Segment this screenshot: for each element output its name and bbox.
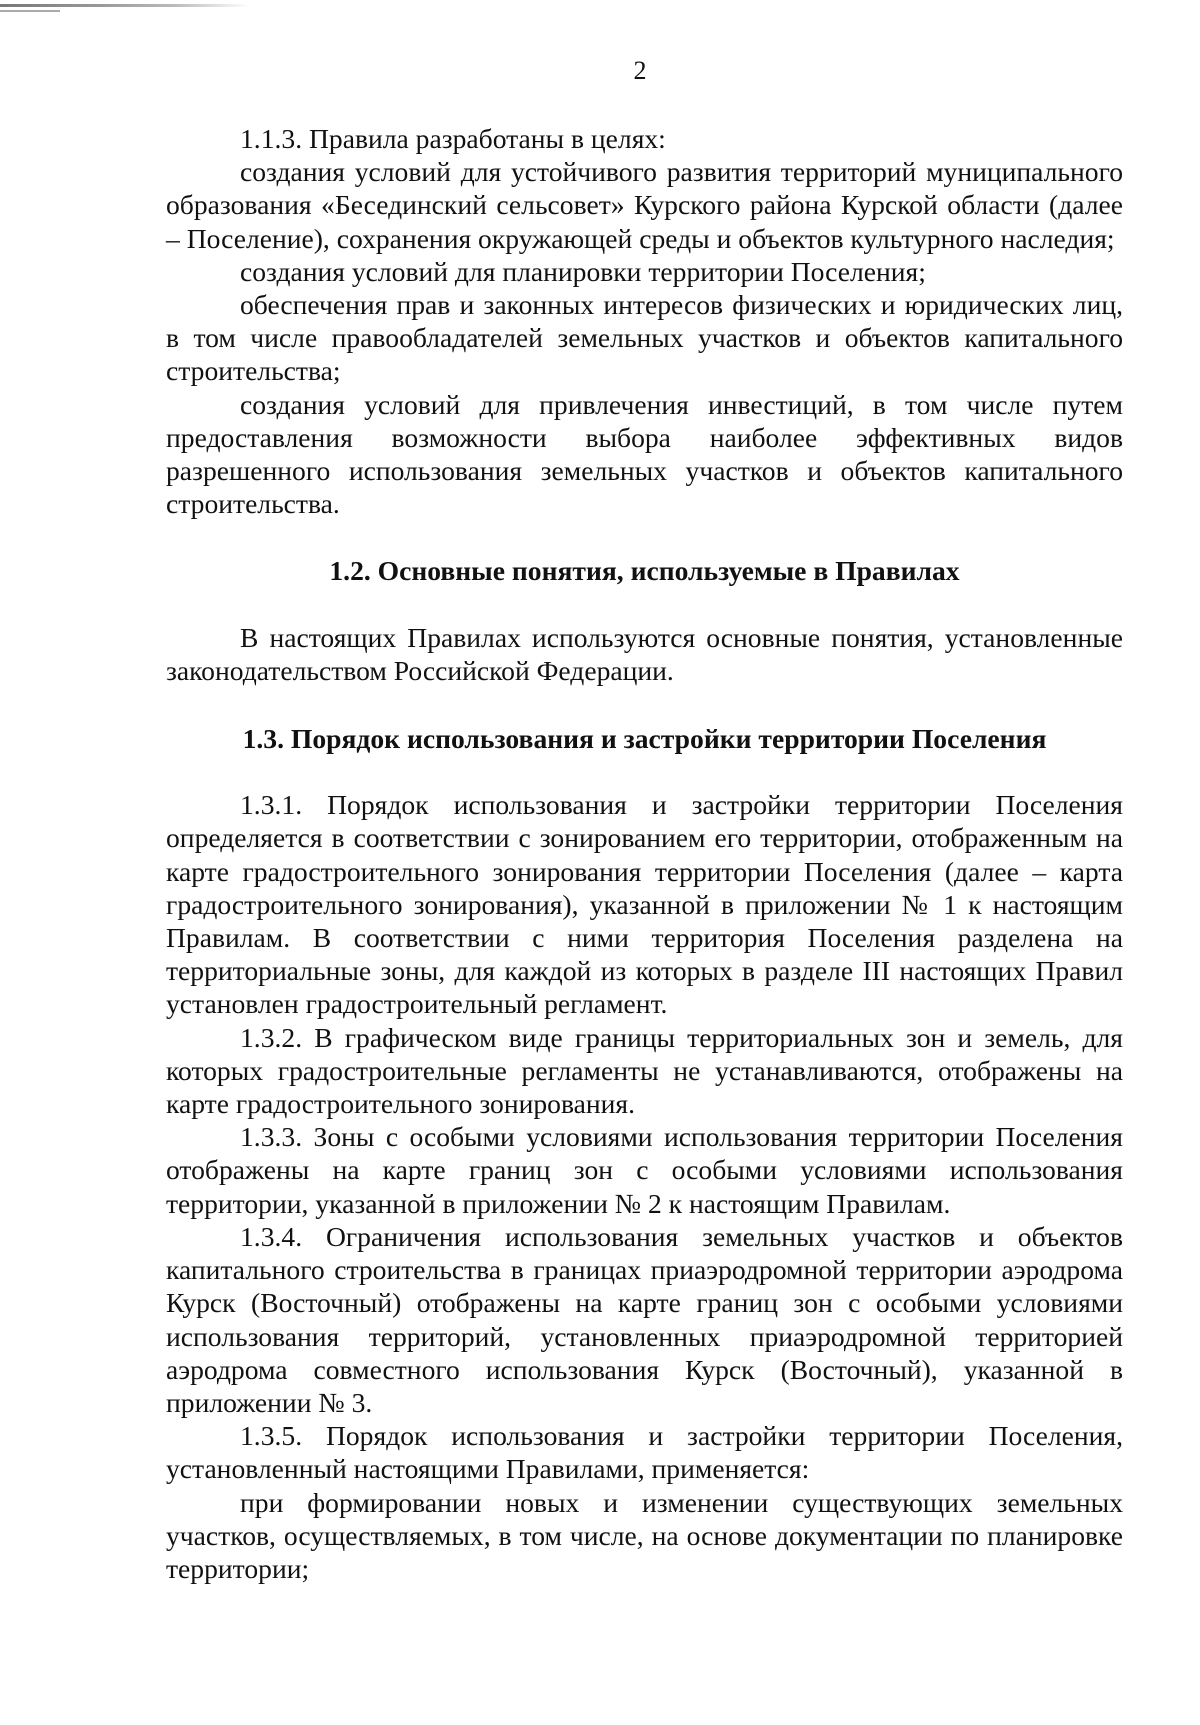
paragraph-1-3-5: 1.3.5. Порядок использования и застройки территории Поселения, установленный настоящими Правилами, применяется: — [166, 1420, 1123, 1485]
document-body — [166, 122, 1123, 1585]
list-item: создания условий для привлечения инвестиций, в том числе путем предоставления возможности выбора наиболее эффективных видов разрешенного использования земельных участков и объектов капитального строительства. — [166, 388, 1123, 520]
list-item: создания условий для устойчивого развития территорий муниципального образования «Бесединский сельсовет» Курского района Курской области (далее – Поселение), сохранения окружающей среды и объектов культурного наследия; — [166, 156, 1123, 254]
section-heading-1-3: 1.3. Порядок использования и застройки территории Поселения — [242, 723, 1047, 755]
spacer — [166, 520, 1123, 554]
paragraph-1-3-2: 1.3.2. В графическом виде границы территориальных зон и земель, для которых градостроительные регламенты не устанавливаются, отображены на карте градостроительного зонирования. — [166, 1021, 1123, 1120]
paragraph-1-2-text: В настоящих Правилах используются основные понятия, установленные законодательством Российской Федерации. — [166, 621, 1123, 686]
list-item: обеспечения прав и законных интересов физических и юридических лиц, в том числе правообладателей земельных участков и объектов капитального строительства; — [166, 289, 1123, 387]
section-heading-1-2: 1.2. Основные понятия, используемые в Правилах — [329, 555, 960, 587]
paragraph-1-3-5-item: при формировании новых и изменении существующих земельных участков, осуществляемых, в том числе, на основе документации по планировке территории; — [166, 1486, 1123, 1584]
paragraph-1-1-3-intro: 1.1.3. Правила разработаны в целях: — [240, 123, 666, 154]
spacer — [166, 687, 1123, 722]
paragraph-1-3-1: 1.3.1. Порядок использования и застройки территории Поселения определяется в соответствии с зонированием его территории, отображенным на карте градостроительного зонирования территории Поселения (далее – карта градостроительного зонирования), указанной в приложении № 1 к настоящим Правилам. В соответствии с ними территория Поселения разделена на территориальные зоны, для каждой из которых в разделе III настоящих Правил установлен градостроительный регламент. — [166, 789, 1123, 1020]
page-number: 2 — [633, 56, 647, 85]
list-item: создания условий для планировки территории Поселения; — [240, 255, 926, 287]
paragraph-1-3-3: 1.3.3. Зоны с особыми условиями использования территории Поселения отображены на карте границ зон с особыми условиями использования территории, указанной в приложении № 2 к настоящим Правилам. — [166, 1121, 1123, 1219]
spacer — [166, 755, 1123, 788]
paragraph-1-3-4: 1.3.4. Ограничения использования земельных участков и объектов капитального строительства в границах приаэродромной территории аэродрома Курск (Восточный) отображены на карте границ зон с особыми условиями использования территорий, установленных приаэродромной территорией аэродрома совместного использования Курск (Восточный), указанной в приложении № 3. — [166, 1220, 1123, 1418]
spacer — [166, 588, 1123, 621]
